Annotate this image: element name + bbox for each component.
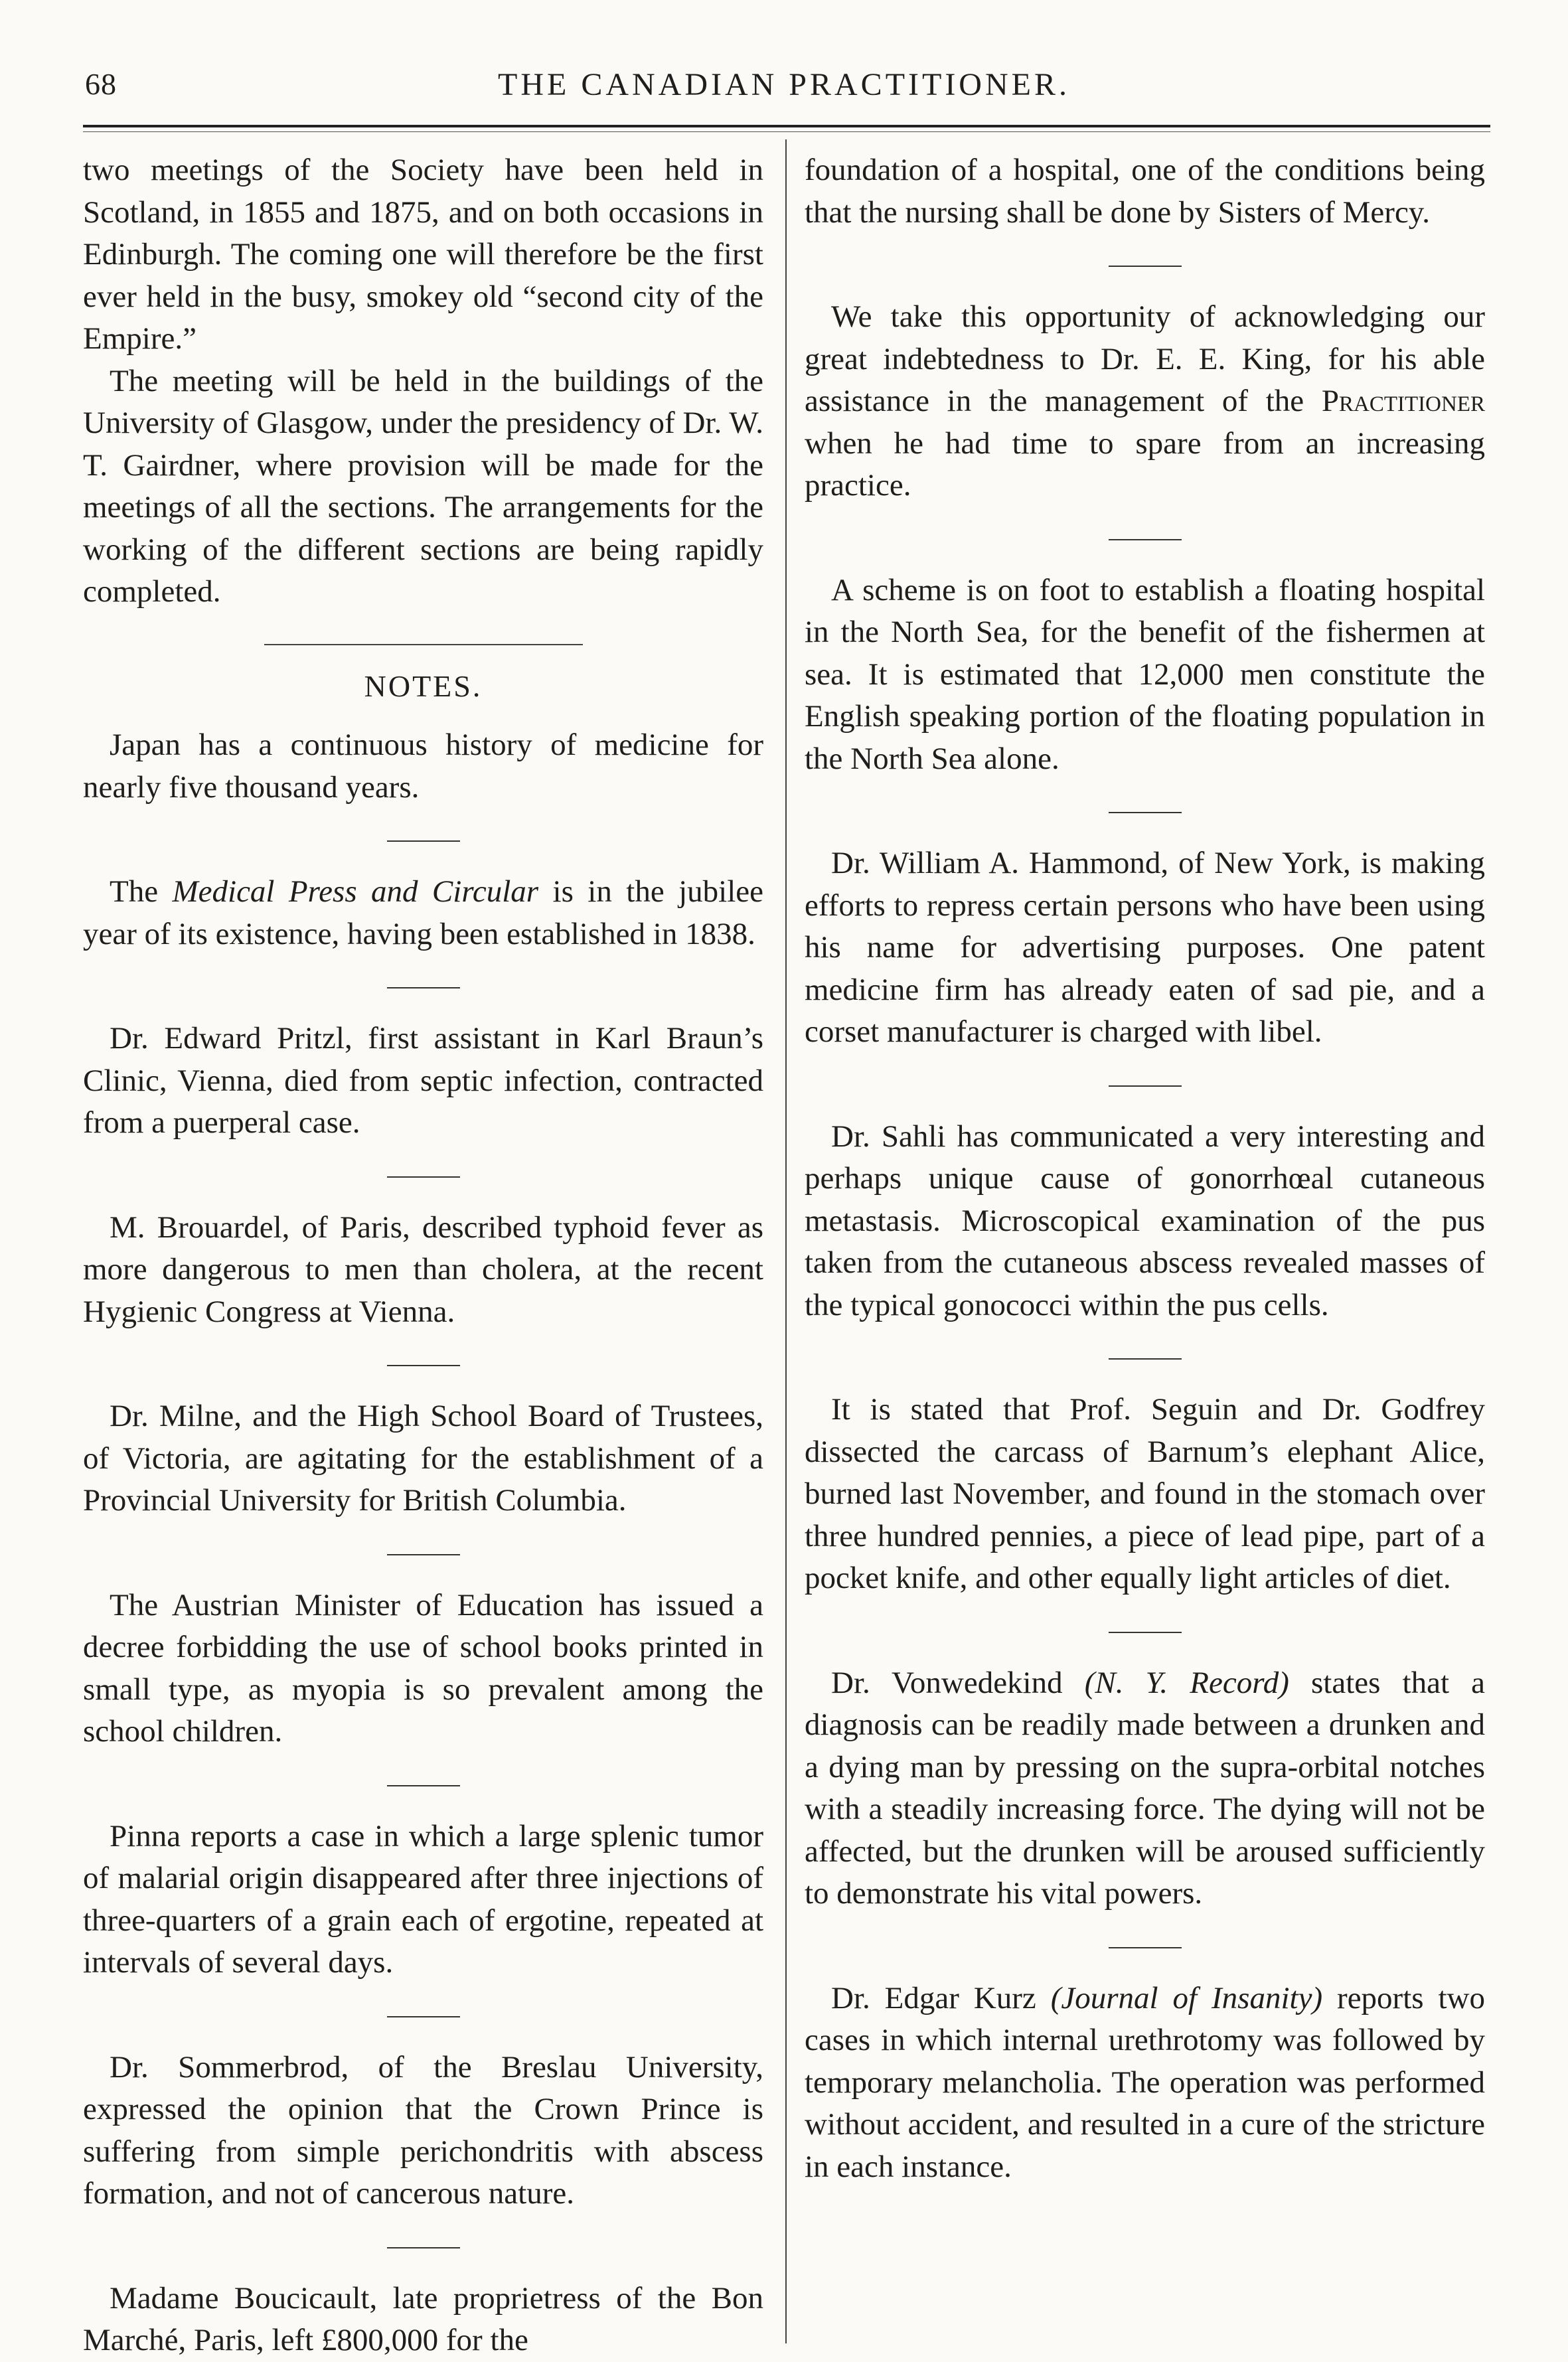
note-separator (1109, 812, 1182, 813)
note-brouardel: M. Brouardel, of Paris, described typhoid fever as more dangerous to men than cholera, at the recent Hygienic Congress at Vienna. (83, 1210, 763, 1329)
note-separator (387, 1176, 460, 1178)
note-boucicault: Madame Boucicault, late proprietress of the Bon Marché, Paris, left £800,000 for the (83, 2280, 763, 2357)
note-sahli: Dr. Sahli has communicated a very interesting and perhaps unique cause of gonorrhœal cutaneous metastasis. Microscopical examination of the pus taken from the cutaneous abscess revealed masses of the typical gonococci within the pus cells. (805, 1119, 1485, 1322)
note-text: Dr. Edgar Kurz (831, 1980, 1051, 2015)
note-separator (1109, 1085, 1182, 1087)
journal-title: (N. Y. Record) (1084, 1665, 1289, 1700)
note-separator (387, 1785, 460, 1786)
note-separator (387, 1554, 460, 1555)
note-text: states that a diagnosis can be readily made between a drunken and a dying man by pressing on the supra-orbital notches with a steadily increasing force. The dying will not be affected, but the drunken will be aroused sufficiently to demonstrate his vital powers. (805, 1665, 1485, 1911)
note-separator (1109, 539, 1182, 540)
notes-heading: NOTES. (364, 669, 483, 703)
note-separator (387, 1365, 460, 1366)
header-rule (83, 125, 1490, 127)
page-number: 68 (85, 67, 117, 101)
note-separator (1109, 266, 1182, 267)
note-text: is in the jubilee year of its existence, having been established in 1838. (83, 874, 763, 951)
journal-title: Medical Press and Circular (172, 874, 539, 909)
left-column (83, 149, 763, 2362)
note-kurz (805, 1978, 1485, 2189)
note-seguin: It is stated that Prof. Seguin and Dr. Godfrey dissected the carcass of Barnum’s elephant Alice, burned last November, and found in the stomach over three hundred pennies, a piece of lead pipe, part of a pocket knife, and other equally light articles of diet. (805, 1392, 1485, 1595)
journal-title: (Journal of Insanity) (1050, 1980, 1323, 2015)
note-separator (387, 2016, 460, 2017)
running-title: THE CANADIAN PRACTITIONER. (498, 67, 1070, 102)
note-separator (387, 987, 460, 988)
note-hammond: Dr. William A. Hammond, of New York, is making efforts to repress certain persons who have been using his name for advertising purposes. One patent medicine firm has already eaten of sad pie, and a corset manufacturer is charged with libel. (805, 846, 1485, 1049)
note-text: The (110, 874, 173, 909)
note-separator (1109, 1632, 1182, 1633)
column-divider (785, 139, 787, 2343)
note-japan: Japan has a continuous history of medicine for nearly five thousand years. (83, 728, 763, 805)
note-separator (387, 2247, 460, 2248)
note-pinna: Pinna reports a case in which a large splenic tumor of malarial origin disappeared after three injections of three-quarters of a grain each of ergotine, repeated at intervals of several days. (83, 1818, 763, 1980)
note-floating-hospital: A scheme is on foot to establish a floating hospital in the North Sea, for the benefit of the fishermen at sea. It is estimated that 12,000 men constitute the English speaking portion of the floating population in the North Sea alone. (805, 572, 1485, 776)
journal-name: Practitioner (1321, 384, 1485, 418)
note-pritzl: Dr. Edward Pritzl, first assistant in Karl Braun’s Clinic, Vienna, died from septic infection, contracted from a puerperal case. (83, 1021, 763, 1140)
note-text: reports two cases in which internal urethrotomy was followed by temporary melancholia. The operation was performed without accident, and resulted in a cure of the stricture in each instance. (805, 1980, 1485, 2184)
note-text: Dr. Vonwedekind (831, 1665, 1085, 1700)
header-rule-thin (83, 131, 1490, 132)
article-paragraph: The meeting will be held in the buildings of the University of Glasgow, under the presidency of Dr. W. T. Gairdner, where provision will be made for the meetings of all the sections. The arrangements for the working of the different sections are being rapidly completed. (83, 363, 763, 609)
note-separator (387, 840, 460, 842)
note-separator (1109, 1358, 1182, 1360)
article-continuation: two meetings of the Society have been held in Scotland, in 1855 and 1875, and on both occasions in Edinburgh. The coming one will therefore be the first ever held in the busy, smokey old “second city of the Empire.” (83, 153, 763, 356)
right-column (805, 149, 1485, 2188)
note-boucicault-continuation: foundation of a hospital, one of the conditions being that the nursing shall be done by Sisters of Mercy. (805, 153, 1485, 230)
note-vonwedekind (805, 1662, 1485, 1915)
note-king (805, 296, 1485, 507)
note-medical-press (83, 871, 763, 955)
note-sommerbrod: Dr. Sommerbrod, of the Breslau University, expressed the opinion that the Crown Prince is suffering from simple perichondritis with abscess formation, and not of cancerous nature. (83, 2049, 763, 2211)
note-milne: Dr. Milne, and the High School Board of Trustees, of Victoria, are agitating for the establishment of a Provincial University for British Columbia. (83, 1399, 763, 1518)
note-text: when he had time to spare from an increasing practice. (805, 426, 1485, 503)
note-austrian-minister: The Austrian Minister of Education has issued a decree forbidding the use of school books printed in small type, as myopia is so prevalent among the school children. (83, 1587, 763, 1749)
section-divider (264, 644, 583, 645)
note-separator (1109, 1947, 1182, 1948)
note-text: We take this opportunity of acknowledging our great indebtedness to Dr. E. E. King, for his able assistance in the management of the (805, 299, 1485, 418)
